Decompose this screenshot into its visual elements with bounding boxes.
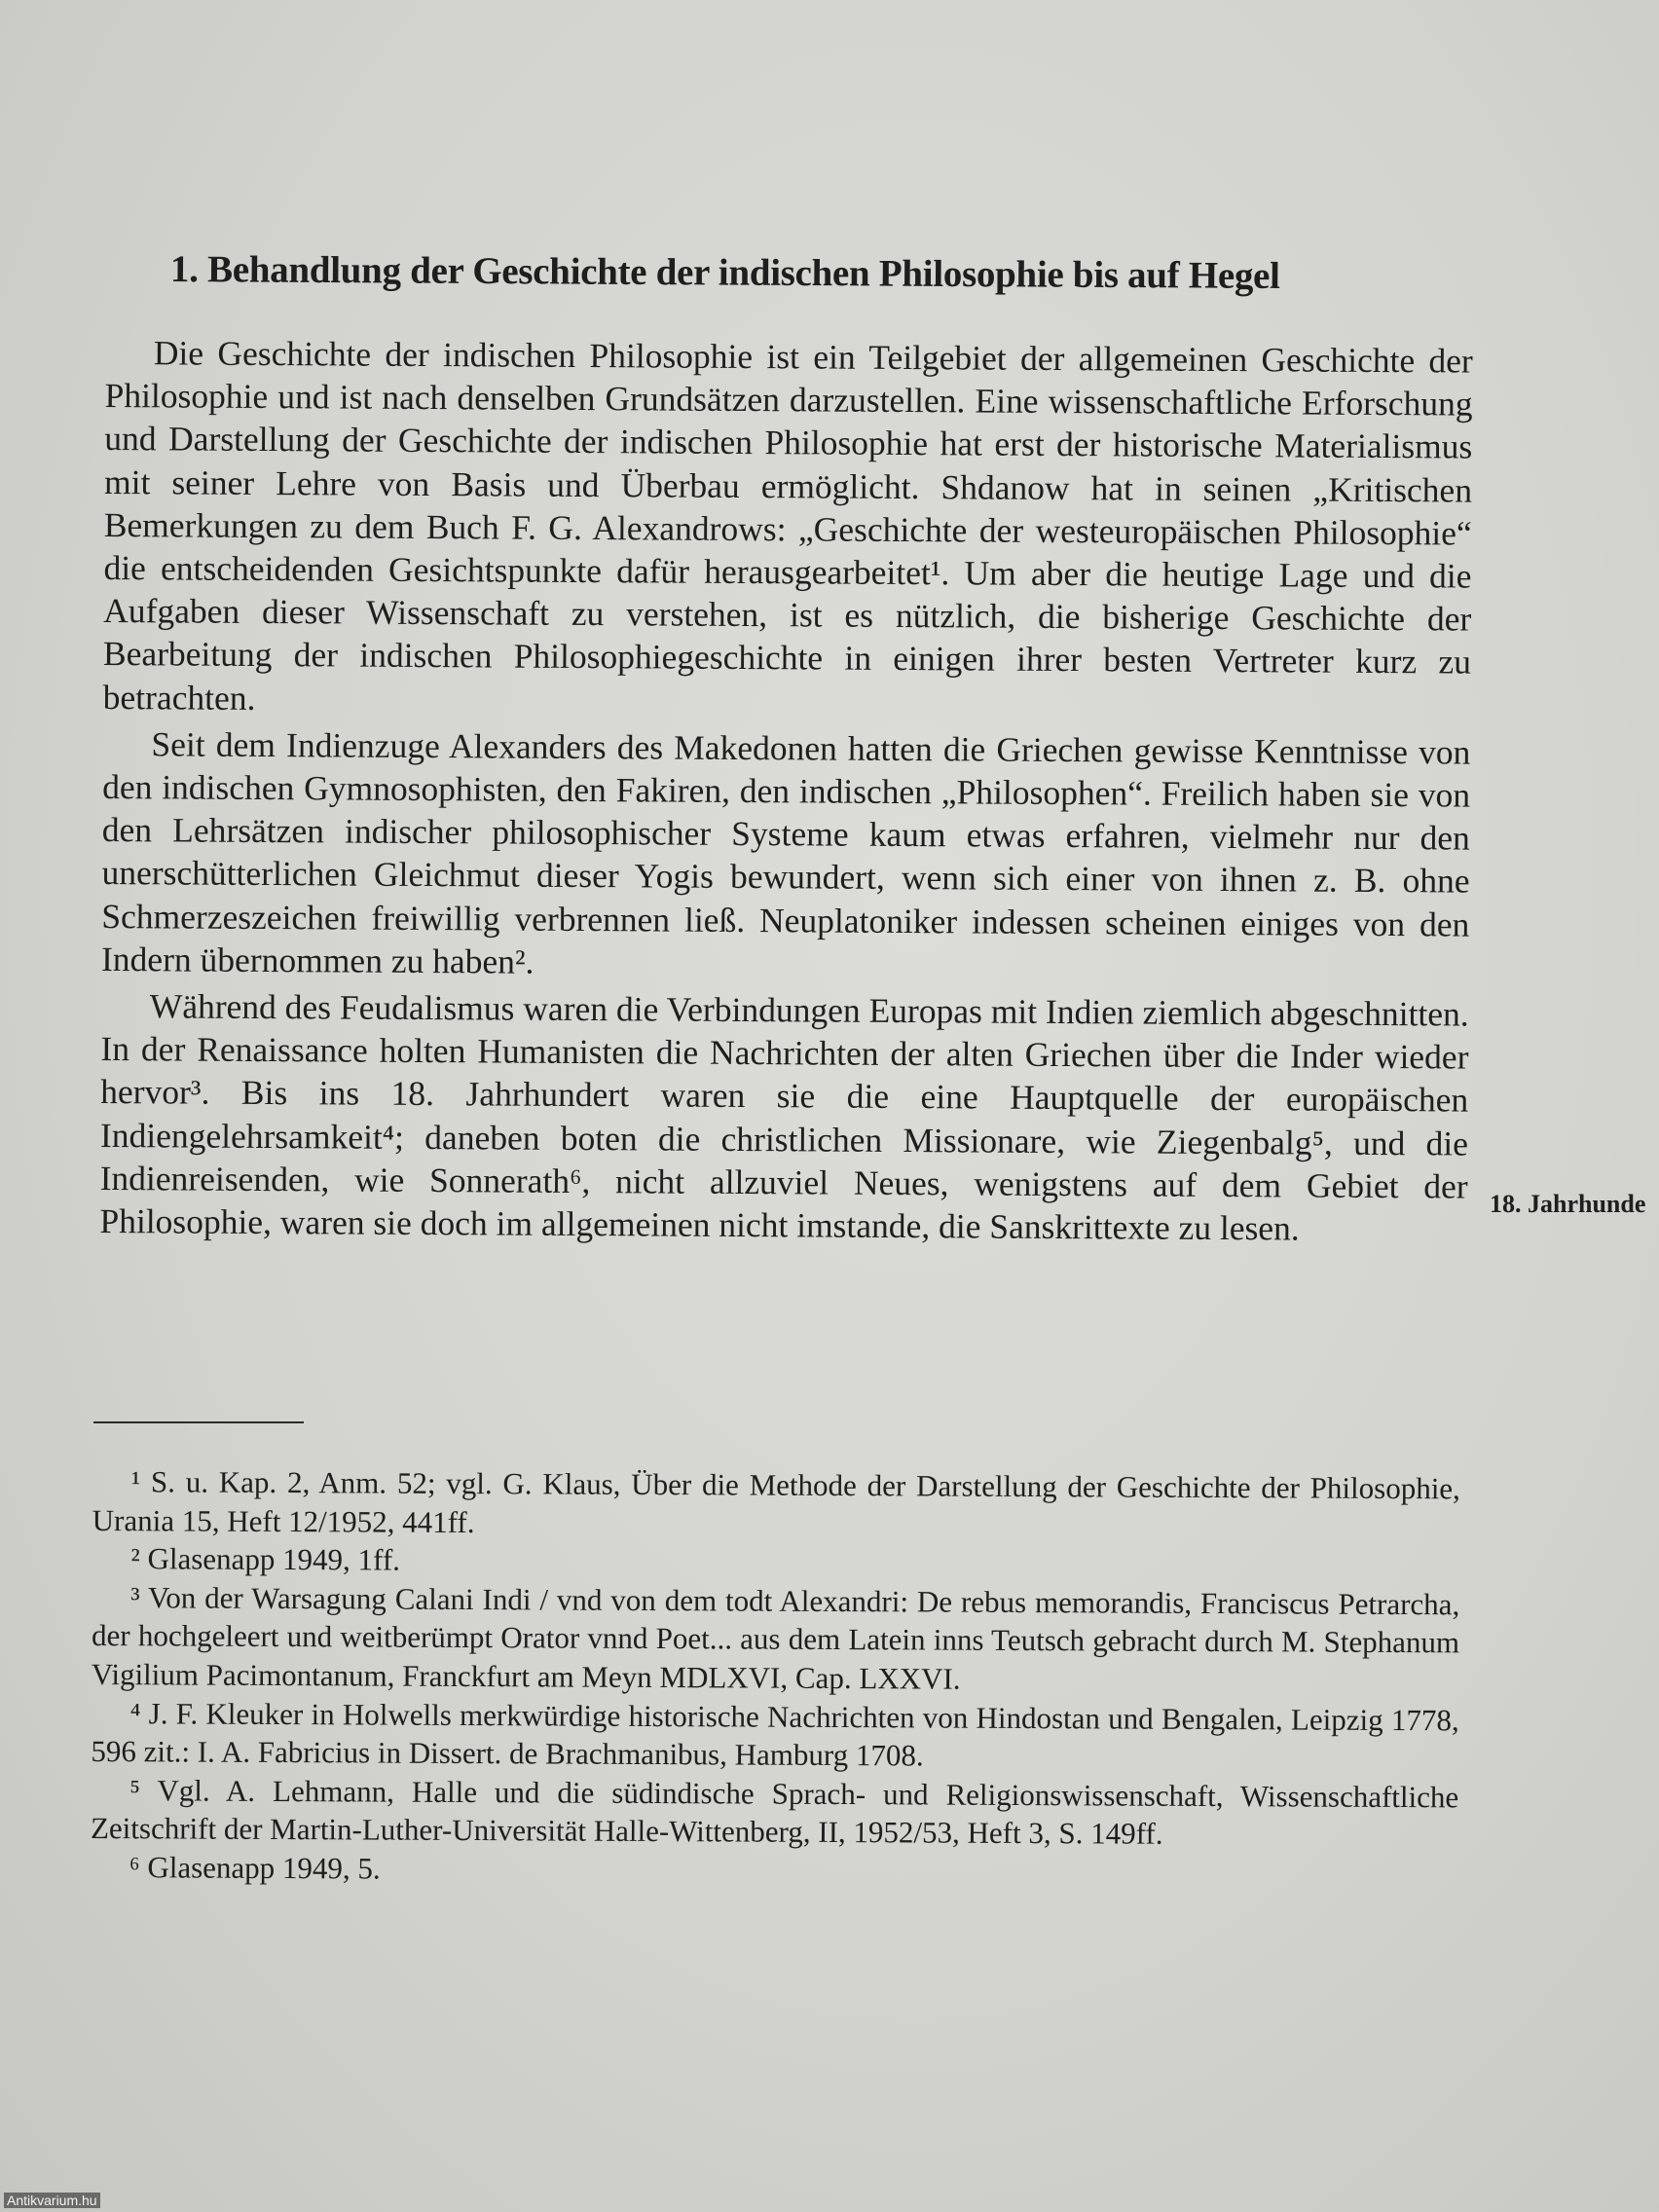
footnote-5: ⁵ Vgl. A. Lehmann, Halle und die südindische Sprach- und Religionswissenschaft, Wissenschaftliche Zeitschrift der Martin-Luther-Universität Halle-Wittenberg, II, 1952/53, Heft 3, S. 149ff. [90,1772,1459,1852]
footnote-1: ¹ S. u. Kap. 2, Anm. 52; vgl. G. Klaus, Über die Methode der Darstellung der Geschichte der Philosophie, Urania 15, Heft 12/1952, 441ff. [92,1464,1460,1539]
paragraph-1: Die Geschichte der indischen Philosophie ist ein Teilgebiet der allgemeinen Geschichte der Philosophie und ist nach denselben Grundsätzen darzustellen. Eine wissenschaftliche Erforschung und Darstellung der Geschichte der indischen Philosophie hat erst der historische Materialismus mit seiner Lehre von Basis und Überbau ermöglicht. Shdanow hat in seinen „Kritischen Bemerkungen zu dem Buch F. G. Alexandrows: „Geschichte der westeuropäischen Philosophie“ die entscheidenden Gesichtspunkte dafür herausgearbeitet¹. Um aber die heutige Lage und die Aufgaben dieser Wissenschaft zu verstehen, ist es nützlich, die bisherige Geschichte der Bearbeitung der indischen Philosophiegeschichte in einigen ihrer besten Vertreter kurz zu betrachten. [102,333,1473,718]
body-text [99,331,1473,1255]
section-heading: 1. Behandlung der Geschichte der indischen Philosophie bis auf Hegel [169,248,1280,297]
paragraph-3: Während des Feudalismus waren die Verbindungen Europas mit Indien ziemlich abgeschnitten. In der Renaissance holten Humanisten die Nachrichten der alten Griechen über die Inder wieder hervor³. Bis ins 18. Jahrhundert waren sie die eine Hauptquelle der europäischen Indiengelehrsamkeit⁴; daneben boten die christlichen Missionare, wie Ziegenbalg⁵, und die Indienreisenden, wie Sonnerath⁶, nicht allzuviel Neues, wenigstens auf dem Gebiet der Philosophie, waren sie doch im allgemeinen nicht imstande, die Sanskrittexte zu lesen. [99,986,1469,1248]
paragraph-2: Seit dem Indienzuge Alexanders des Makedonen hatten die Griechen gewisse Kenntnisse von den indischen Gymnosophisten, den Fakiren, den indischen „Philosophen“. Freilich haben sie von den Lehrsätzen indischer philosophischer Systeme kaum etwas erfahren, vielmehr nur den unerschütterlichen Gleichmut dieser Yogis bewundert, wenn sich einer von ihnen z. B. ohne Schmerzeszeichen freiwillig verbrennen ließ. Neuplatoniker indessen scheinen einiges von den Indern übernommen zu haben². [100,724,1471,981]
footnote-4: ⁴ J. F. Kleuker in Holwells merkwürdige historische Nachrichten von Hindostan und Bengalen, Leipzig 1778, 596 zit.: I. A. Fabricius in Dissert. de Brachmanibus, Hamburg 1708. [91,1695,1459,1773]
footnotes [91,1462,1460,1894]
footnote-separator [93,1421,304,1423]
footnote-3: ³ Von der Warsagung Calani Indi / vnd von dem todt Alexandri: De rebus memorandis, Franciscus Petrarcha, der hochgeleert und weitberümpt Orator vnnd Poet... aus dem Latein inns Teutsch gebracht durch M. Stephanum Vigilium Pacimontanum, Franckfurt am Meyn MDLXVI, Cap. LXXVI. [91,1579,1460,1696]
watermark: Antikvarium.hu [4,2193,100,2208]
footnote-2: ² Glasenapp 1949, 1ff. [130,1541,401,1577]
margin-note: 18. Jahrhunde [1490,1190,1646,1218]
footnote-6: ⁶ Glasenapp 1949, 5. [129,1850,381,1886]
